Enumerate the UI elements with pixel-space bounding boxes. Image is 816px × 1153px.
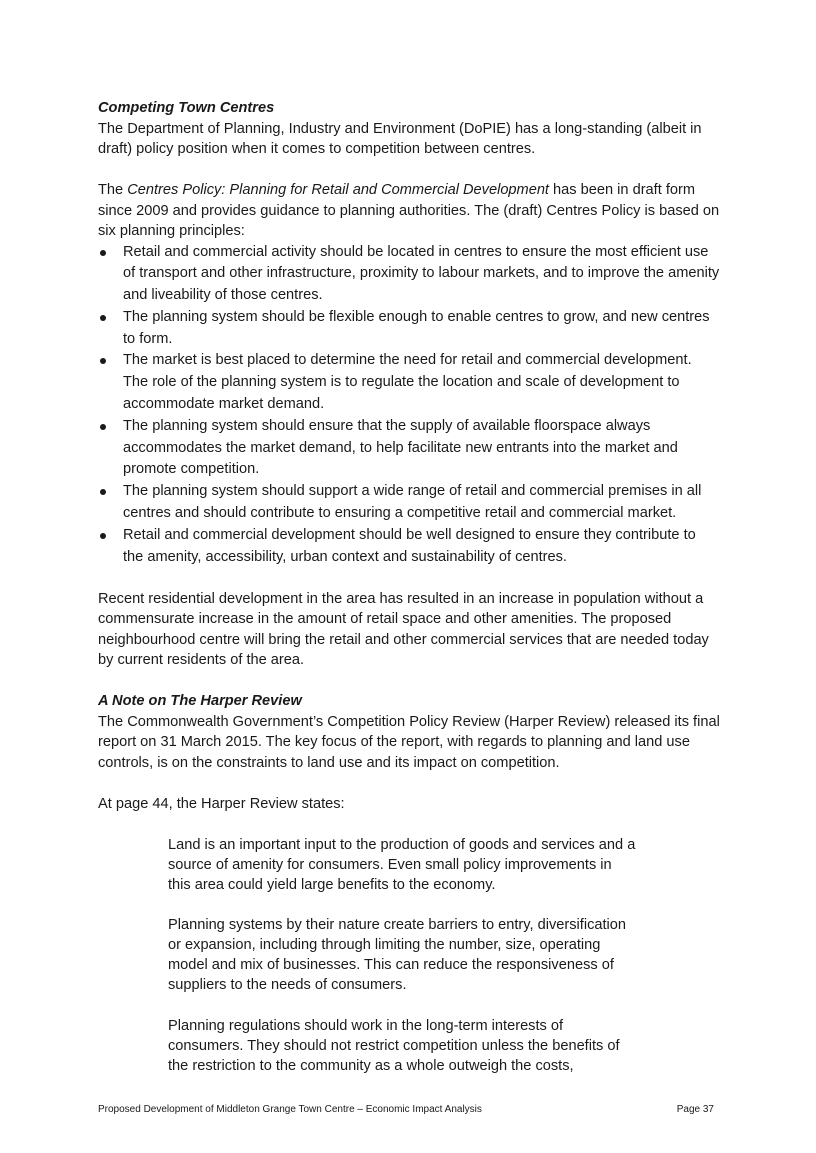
centres-policy-title: Centres Policy: Planning for Retail and Commercial Development [127, 182, 549, 198]
list-item: Retail and commercial development should be well designed to ensure they contribute to the amenity, accessibility, urban context and sustainability of centres. [98, 525, 720, 569]
list-item: The market is best placed to determine the need for retail and commercial development. The role of the planning system is to regulate the location and scale of development to accommodate market demand. [98, 350, 720, 415]
bullet-icon [100, 358, 106, 364]
harper-review-lead: At page 44, the Harper Review states: [98, 795, 345, 812]
quote-paragraph: Planning regulations should work in the long-term interests of consumers. They should not restrict competition unless the benefits of the restriction to the community as a whole outweigh the costs, [168, 1017, 620, 1074]
harper-review-quote [168, 835, 638, 1076]
quote-paragraph: Land is an important input to the production of goods and services and a source of amenity for consumers. Even small policy improvements in this area could yield large benefits to the economy. [168, 836, 636, 893]
harper-review-paragraph: The Commonwealth Government’s Competition Policy Review (Harper Review) released its final report on 31 March 2015. The key focus of the report, with regards to planning and land use controls, is on the constraints to land use and its impact on competition. [98, 713, 720, 771]
section-heading-competing-town-centres: Competing Town Centres [98, 100, 275, 116]
dopie-paragraph: The Department of Planning, Industry and Environment (DoPIE) has a long-standing (albeit in draft) policy position when it comes to competition between centres. [98, 120, 702, 157]
section-heading-harper-review: A Note on The Harper Review [98, 693, 302, 710]
spacer [168, 995, 638, 1016]
bullet-icon [100, 533, 106, 539]
list-item: The planning system should support a wide range of retail and commercial premises in all centres and should contribute to ensuring a competitive retail and commercial market. [98, 481, 720, 525]
document-page [98, 98, 720, 1076]
spacer [98, 671, 720, 692]
list-item: The planning system should ensure that the supply of available floorspace always accommodates the market demand, to help facilitate new entrants into the market and promote competition. [98, 416, 720, 481]
page-number: Page 37 [676, 1104, 714, 1115]
bullet-icon [100, 250, 106, 256]
centres-policy-paragraph: The Centres Policy: Planning for Retail and Commercial Development has been in draft form since 2009 and provides guidance to planning authorities. The (draft) Centres Policy is based on six planning principles: [98, 182, 720, 239]
bullet-icon [100, 424, 106, 430]
bullet-icon [100, 315, 106, 321]
footer-title: Proposed Development of Middleton Grange Town Centre – Economic Impact Analysis [98, 1104, 482, 1115]
spacer [168, 895, 638, 916]
spacer [98, 814, 720, 835]
planning-principles-list [98, 242, 720, 569]
spacer [98, 568, 720, 589]
bullet-icon [100, 489, 106, 495]
page-footer [98, 1103, 714, 1117]
spacer [98, 773, 720, 794]
quote-paragraph: Planning systems by their nature create barriers to entry, diversification or expansion, including through limiting the number, size, operating model and mix of businesses. This can reduce the responsiveness of suppliers to the needs of consumers. [168, 917, 627, 994]
list-item: Retail and commercial activity should be located in centres to ensure the most efficient use of transport and other infrastructure, proximity to labour markets, and to improve the amenity and liveability of those centres. [98, 242, 720, 307]
spacer [98, 160, 720, 181]
residential-development-paragraph: Recent residential development in the area has resulted in an increase in population without a commensurate increase in the amount of retail space and other amenities. The proposed neighbourhood centre will bring the retail and other commercial services that are needed today by current residents of the area. [98, 590, 709, 669]
list-item: The planning system should be flexible enough to enable centres to grow, and new centres to form. [98, 307, 720, 351]
